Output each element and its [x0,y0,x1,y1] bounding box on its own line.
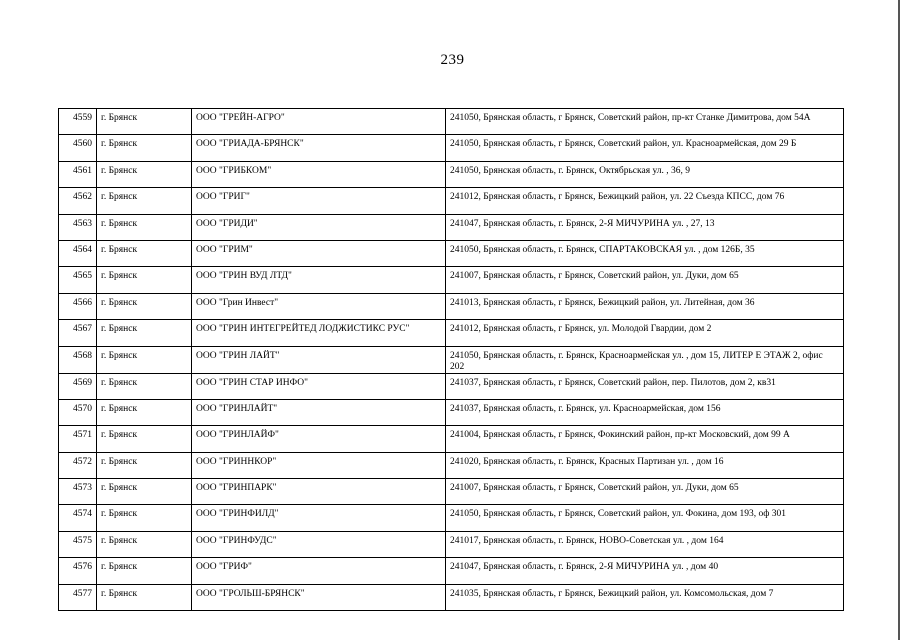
city-cell: г. Брянск [97,505,192,531]
row-number-cell: 4574 [59,505,97,531]
table-row [59,109,844,135]
row-number-cell: 4575 [59,531,97,557]
address-cell: 241050, Брянская область, г Брянск, Советский район, ул. Фокина, дом 193, оф 301 [446,505,844,531]
row-number-cell: 4576 [59,558,97,584]
row-number-cell: 4564 [59,240,97,266]
organization-cell: ООО "ГРИНФУДС" [192,531,446,557]
row-number-cell: 4565 [59,267,97,293]
organization-cell: ООО "ГРИМ" [192,240,446,266]
organization-cell: ООО "ГРИАДА-БРЯНСК" [192,135,446,161]
city-cell: г. Брянск [97,584,192,610]
organization-cell: ООО "ГРИН ИНТЕГРЕЙТЕД ЛОДЖИСТИКС РУС" [192,320,446,346]
table-row [59,426,844,452]
city-cell: г. Брянск [97,426,192,452]
table-row [59,584,844,610]
city-cell: г. Брянск [97,214,192,240]
city-cell: г. Брянск [97,161,192,187]
city-cell: г. Брянск [97,267,192,293]
city-cell: г. Брянск [97,479,192,505]
city-cell: г. Брянск [97,188,192,214]
address-cell: 241007, Брянская область, г Брянск, Советский район, ул. Дуки, дом 65 [446,267,844,293]
row-number-cell: 4560 [59,135,97,161]
address-cell: 241037, Брянская область, г Брянск, Советский район, пер. Пилотов, дом 2, кв31 [446,373,844,399]
row-number-cell: 4571 [59,426,97,452]
table-row [59,188,844,214]
row-number-cell: 4561 [59,161,97,187]
table-row [59,452,844,478]
organization-cell: ООО "ГРИНЛАЙФ" [192,426,446,452]
table-row [59,479,844,505]
registry-table-body [59,109,844,611]
row-number-cell: 4563 [59,214,97,240]
table-row [59,135,844,161]
organization-cell: ООО "ГРОЛЬШ-БРЯНСК" [192,584,446,610]
row-number-cell: 4569 [59,373,97,399]
organization-cell: ООО "ГРИНПАРК" [192,479,446,505]
row-number-cell: 4570 [59,399,97,425]
address-cell: 241007, Брянская область, г Брянск, Советский район, ул. Дуки, дом 65 [446,479,844,505]
address-cell: 241012, Брянская область, г Брянск, Бежицкий район, ул. 22 Съезда КПСС, дом 76 [446,188,844,214]
table-row [59,558,844,584]
organization-cell: ООО "ГРИН ЛАЙТ" [192,346,446,373]
address-cell: 241012, Брянская область, г Брянск, ул. Молодой Гвардии, дом 2 [446,320,844,346]
address-cell: 241020, Брянская область, г. Брянск, Красных Партизан ул. , дом 16 [446,452,844,478]
organization-cell: ООО "ГРИННКОР" [192,452,446,478]
address-cell: 241047, Брянская область, г. Брянск, 2-Я МИЧУРИНА ул. , 27, 13 [446,214,844,240]
address-cell: 241037, Брянская область, г. Брянск, ул. Красноармейская, дом 156 [446,399,844,425]
address-cell: 241047, Брянская область, г. Брянск, 2-Я МИЧУРИНА ул. , дом 40 [446,558,844,584]
row-number-cell: 4559 [59,109,97,135]
organization-cell: ООО "ГРИНФИЛД" [192,505,446,531]
table-row [59,399,844,425]
row-number-cell: 4568 [59,346,97,373]
city-cell: г. Брянск [97,558,192,584]
address-cell: 241017, Брянская область, г. Брянск, НОВО-Советская ул. , дом 164 [446,531,844,557]
city-cell: г. Брянск [97,373,192,399]
table-row [59,373,844,399]
address-cell: 241050, Брянская область, г. Брянск, СПАРТАКОВСКАЯ ул. , дом 126Б, 35 [446,240,844,266]
city-cell: г. Брянск [97,293,192,319]
table-row [59,240,844,266]
row-number-cell: 4562 [59,188,97,214]
city-cell: г. Брянск [97,240,192,266]
row-number-cell: 4566 [59,293,97,319]
table-row [59,267,844,293]
table-row [59,505,844,531]
table-row [59,346,844,373]
row-number-cell: 4577 [59,584,97,610]
table-row [59,320,844,346]
city-cell: г. Брянск [97,531,192,557]
address-cell: 241050, Брянская область, г Брянск, Советский район, ул. Красноармейская, дом 29 Б [446,135,844,161]
table-row [59,161,844,187]
organization-cell: ООО "ГРИДИ" [192,214,446,240]
address-cell: 241004, Брянская область, г Брянск, Фокинский район, пр-кт Московский, дом 99 А [446,426,844,452]
address-cell: 241013, Брянская область, г Брянск, Бежицкий район, ул. Литейная, дом 36 [446,293,844,319]
organization-cell: ООО "Грин Инвест" [192,293,446,319]
page-number: 239 [440,52,465,68]
organization-cell: ООО "ГРИБКОМ" [192,161,446,187]
organization-cell: ООО "ГРИН ВУД ЛТД" [192,267,446,293]
city-cell: г. Брянск [97,109,192,135]
row-number-cell: 4567 [59,320,97,346]
city-cell: г. Брянск [97,135,192,161]
address-cell: 241050, Брянская область, г. Брянск, Октябрьская ул. , 36, 9 [446,161,844,187]
city-cell: г. Брянск [97,399,192,425]
organization-cell: ООО "ГРИН СТАР ИНФО" [192,373,446,399]
organization-cell: ООО "ГРИФ" [192,558,446,584]
table-row [59,531,844,557]
address-cell: 241050, Брянская область, г Брянск, Советский район, пр-кт Станке Димитрова, дом 54А [446,109,844,135]
address-cell: 241050, Брянская область, г. Брянск, Красноармейская ул. , дом 15, ЛИТЕР Е ЭТАЖ 2, офис 202 [446,346,844,373]
organization-cell: ООО "ГРЕЙН-АГРО" [192,109,446,135]
organization-cell: ООО "ГРИНЛАЙТ" [192,399,446,425]
table-row [59,293,844,319]
registry-table [58,108,844,611]
address-cell: 241035, Брянская область, г Брянск, Бежицкий район, ул. Комсомольская, дом 7 [446,584,844,610]
organization-cell: ООО "ГРИГ" [192,188,446,214]
city-cell: г. Брянск [97,452,192,478]
city-cell: г. Брянск [97,320,192,346]
row-number-cell: 4573 [59,479,97,505]
row-number-cell: 4572 [59,452,97,478]
page-edge-line [898,0,900,640]
city-cell: г. Брянск [97,346,192,373]
table-row [59,214,844,240]
